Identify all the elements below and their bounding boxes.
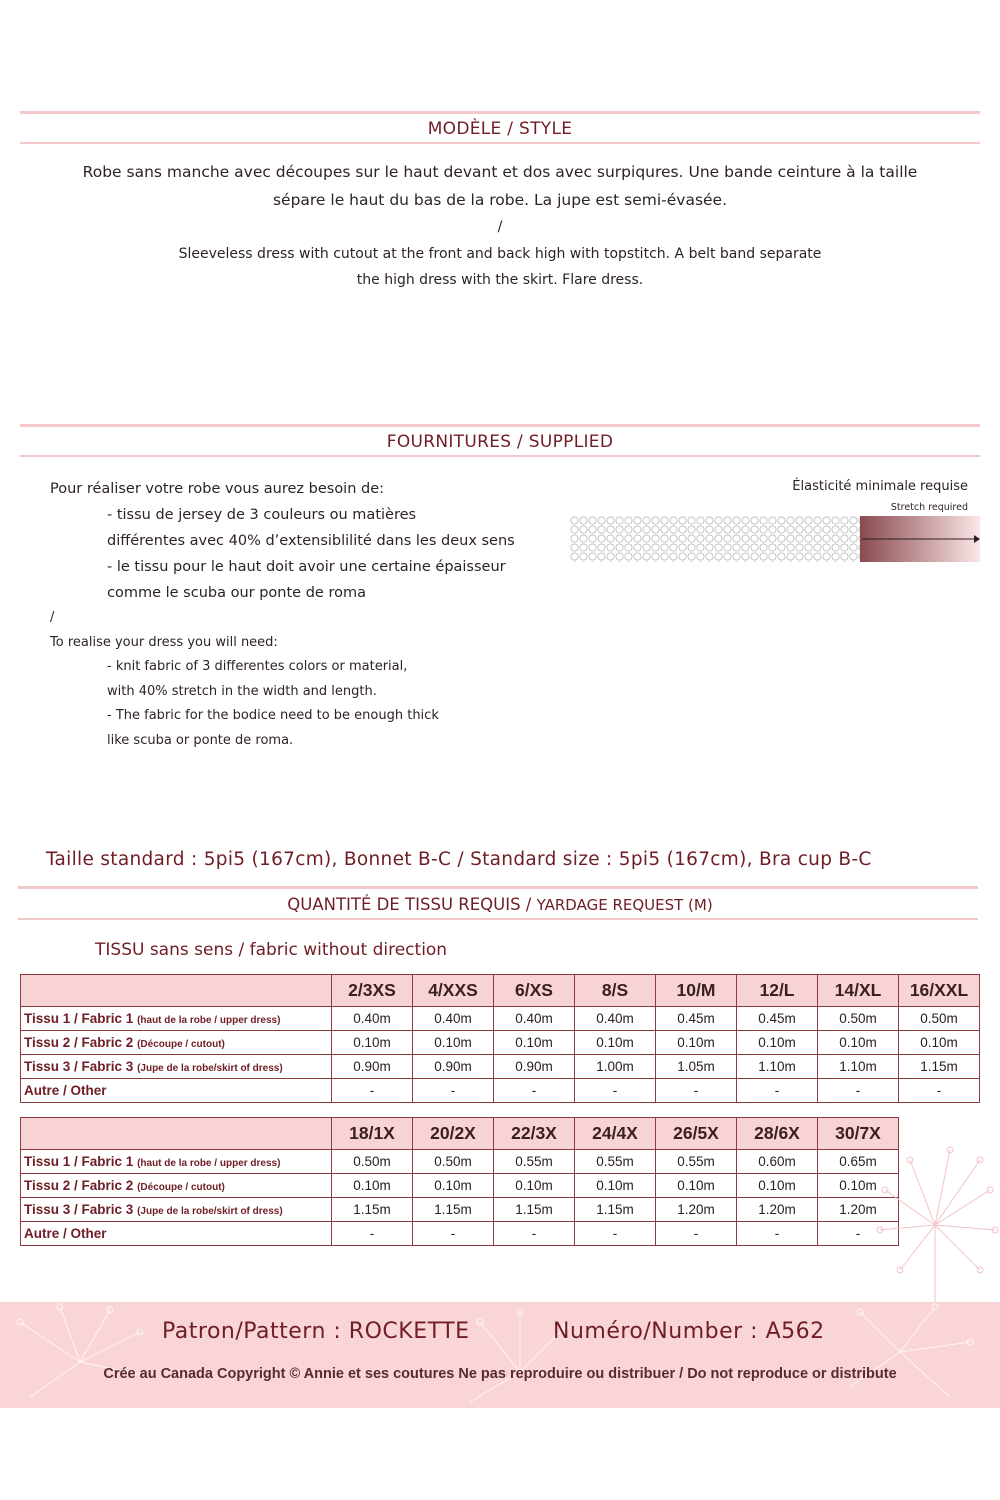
style-rule-bottom [20,142,980,144]
size-header: 10/M [656,975,737,1007]
yardage-value: 0.10m [413,1174,494,1198]
yardage-value: - [494,1079,575,1103]
size-header: 24/4X [575,1118,656,1150]
supplies-en-item: - knit fabric of 3 differentes colors or material, [107,659,408,674]
fabric-note: (haut de la robe / upper dress) [137,1015,281,1026]
yardage-value: - [818,1079,899,1103]
yardage-value: 0.55m [575,1150,656,1174]
yardage-value: 0.10m [575,1031,656,1055]
yardage-value: - [818,1222,899,1246]
style-section-title: MODÈLE / STYLE [427,119,573,139]
supplies-en-item: - The fabric for the bodice need to be enough thick [107,708,439,723]
yardage-value: 1.10m [818,1055,899,1079]
yardage-subtitle: TISSU sans sens / fabric without direction [95,940,448,960]
size-header: 12/L [737,975,818,1007]
footer-band [0,1302,1000,1408]
yardage-value: 0.10m [818,1031,899,1055]
size-header: 30/7X [818,1118,899,1150]
yardage-value: - [575,1079,656,1103]
size-header: 2/3XS [332,975,413,1007]
supplies-fr-item: comme le scuba our ponte de roma [107,585,366,601]
fabric-label: Autre / Other [24,1226,107,1241]
yardage-value: 0.40m [494,1007,575,1031]
supplies-rule-bottom [20,455,980,457]
yardage-value: 0.10m [413,1031,494,1055]
size-header: 18/1X [332,1118,413,1150]
size-header: 20/2X [413,1118,494,1150]
yardage-value: 0.90m [332,1055,413,1079]
fabric-label-cell [21,1174,332,1198]
size-header: 22/3X [494,1118,575,1150]
yardage-value: - [737,1079,818,1103]
supplies-fr-item: - le tissu pour le haut doit avoir une certaine épaisseur [107,559,506,575]
stretch-gauge-fabric [570,516,860,562]
yardage-value: - [575,1222,656,1246]
yardage-value: 0.40m [413,1007,494,1031]
fabric-label-cell [21,1007,332,1031]
table-row [21,1031,980,1055]
stretch-label: Élasticité minimale requise [792,479,968,494]
yardage-value: 0.45m [656,1007,737,1031]
table-corner-cell [21,1118,332,1150]
yardage-value: 0.40m [332,1007,413,1031]
yardage-value: 0.10m [737,1174,818,1198]
yardage-value: - [413,1079,494,1103]
yardage-value: 0.40m [575,1007,656,1031]
yardage-value: 1.00m [575,1055,656,1079]
fabric-label: Tissu 2 / Fabric 2 [24,1035,134,1050]
yardage-value: 0.45m [737,1007,818,1031]
yardage-value: - [332,1079,413,1103]
fabric-note: (Découpe / cutout) [137,1039,225,1050]
fabric-label-cell [21,1222,332,1246]
stretch-sublabel: Stretch required [890,502,968,513]
fabric-label-cell [21,1150,332,1174]
yardage-value: 0.60m [737,1150,818,1174]
table-row [21,1198,899,1222]
table-row [21,1007,980,1031]
yardage-value: 1.20m [656,1198,737,1222]
yardage-value: 1.15m [332,1198,413,1222]
size-header: 8/S [575,975,656,1007]
fabric-label: Tissu 3 / Fabric 3 [24,1059,134,1074]
table-corner-cell [21,975,332,1007]
pattern-number: Numéro/Number : A562 [553,1319,825,1344]
yardage-value: 0.10m [494,1174,575,1198]
yardage-value: 0.10m [818,1174,899,1198]
yardage-value: 0.65m [818,1150,899,1174]
yardage-value: - [332,1222,413,1246]
size-header: 14/XL [818,975,899,1007]
yardage-value: 0.55m [494,1150,575,1174]
supplies-rule-top [20,424,980,427]
yardage-value: 1.15m [899,1055,980,1079]
table-row [21,1150,899,1174]
copyright-notice: Crée au Canada Copyright © Annie et ses coutures Ne pas reproduire ou distribuer / Do not reproduce or distribute [103,1366,897,1382]
yardage-rule-top [18,886,978,889]
style-description-en-1: Sleeveless dress with cutout at the front and back high with topstitch. A belt band separate [178,246,822,262]
yardage-value: 0.90m [494,1055,575,1079]
yardage-value: - [656,1079,737,1103]
yardage-value: 0.10m [899,1031,980,1055]
size-header: 28/6X [737,1118,818,1150]
standard-size: Taille standard : 5pi5 (167cm), Bonnet B-C / Standard size : 5pi5 (167cm), Bra cup B-C [46,849,872,870]
dandelion-decoration [840,1130,1000,1320]
fabric-note: (Jupe de la robe/skirt of dress) [137,1206,283,1217]
yardage-value: - [656,1222,737,1246]
fabric-label-cell [21,1055,332,1079]
size-header: 4/XXS [413,975,494,1007]
yardage-value: 0.10m [575,1174,656,1198]
dandelion-decoration [0,1302,1000,1408]
fabric-label: Tissu 1 / Fabric 1 [24,1011,134,1026]
supplies-fr-intro: Pour réaliser votre robe vous aurez besoin de: [50,481,385,497]
size-header: 6/XS [494,975,575,1007]
style-description-separator: / [497,219,503,235]
yardage-value: 0.55m [656,1150,737,1174]
yardage-value: 1.15m [575,1198,656,1222]
yardage-value: - [413,1222,494,1246]
yardage-value: 0.10m [494,1031,575,1055]
fabric-label-cell [21,1031,332,1055]
yardage-value: 0.10m [656,1174,737,1198]
fabric-label: Tissu 2 / Fabric 2 [24,1178,134,1193]
yardage-value: 0.10m [332,1031,413,1055]
supplies-section-title: FOURNITURES / SUPPLIED [386,432,614,452]
yardage-value: 0.50m [899,1007,980,1031]
table-row [21,1079,980,1103]
fabric-label-cell [21,1198,332,1222]
yardage-title [0,895,1000,914]
yardage-value: 0.50m [818,1007,899,1031]
yardage-value: 0.50m [332,1150,413,1174]
fabric-label: Tissu 3 / Fabric 3 [24,1202,134,1217]
yardage-value: 0.10m [737,1031,818,1055]
yardage-value: 0.90m [413,1055,494,1079]
table-row [21,1222,899,1246]
fabric-note: (Jupe de la robe/skirt of dress) [137,1063,283,1074]
style-description-en-2: the high dress with the skirt. Flare dress. [356,272,644,288]
style-description-fr-2: sépare le haut du bas de la robe. La jupe est semi-évasée. [272,191,728,209]
fabric-label-cell [21,1079,332,1103]
yardage-table-2 [20,1117,899,1246]
yardage-value: 1.20m [818,1198,899,1222]
pattern-name: Patron/Pattern : ROCKETTE [162,1319,470,1344]
yardage-value: 1.20m [737,1198,818,1222]
table-row [21,1055,980,1079]
yardage-value: 1.15m [413,1198,494,1222]
yardage-value: 1.10m [737,1055,818,1079]
yardage-value: 1.05m [656,1055,737,1079]
supplies-fr-item: - tissu de jersey de 3 couleurs ou matières [107,507,417,523]
yardage-value: 0.10m [656,1031,737,1055]
supplies-en-item: like scuba or ponte de roma. [107,732,294,748]
supplies-en-intro: To realise your dress you will need: [50,634,278,650]
yardage-value: 0.10m [332,1174,413,1198]
size-header-row [21,1118,899,1150]
yardage-value: - [494,1222,575,1246]
yardage-value: - [899,1079,980,1103]
yardage-value: 0.50m [413,1150,494,1174]
style-description-fr-1: Robe sans manche avec découpes sur le haut devant et dos avec surpiqures. Une bande ceinture à la taille [82,163,918,181]
size-header: 16/XXL [899,975,980,1007]
supplies-list [50,476,550,753]
supplies-separator: / [50,610,55,625]
yardage-title-main: QUANTITÉ DE TISSU REQUIS / [287,895,537,914]
fabric-note: (Découpe / cutout) [137,1182,225,1193]
yardage-value: 1.15m [494,1198,575,1222]
size-header-row [21,975,980,1007]
style-rule-top [20,111,980,114]
table-row [21,1174,899,1198]
yardage-table-1 [20,974,980,1103]
fabric-label: Autre / Other [24,1083,107,1098]
fabric-label: Tissu 1 / Fabric 1 [24,1154,134,1169]
fabric-note: (haut de la robe / upper dress) [137,1158,281,1169]
yardage-value: - [737,1222,818,1246]
supplies-en-item: with 40% stretch in the width and length. [107,683,377,699]
yardage-rule-bottom [18,918,978,920]
size-header: 26/5X [656,1118,737,1150]
yardage-title-small: YARDAGE REQUEST (M) [536,896,713,914]
supplies-fr-item: différentes avec 40% d’extensiblilité dans les deux sens [107,533,515,549]
stretch-gauge [570,516,980,562]
